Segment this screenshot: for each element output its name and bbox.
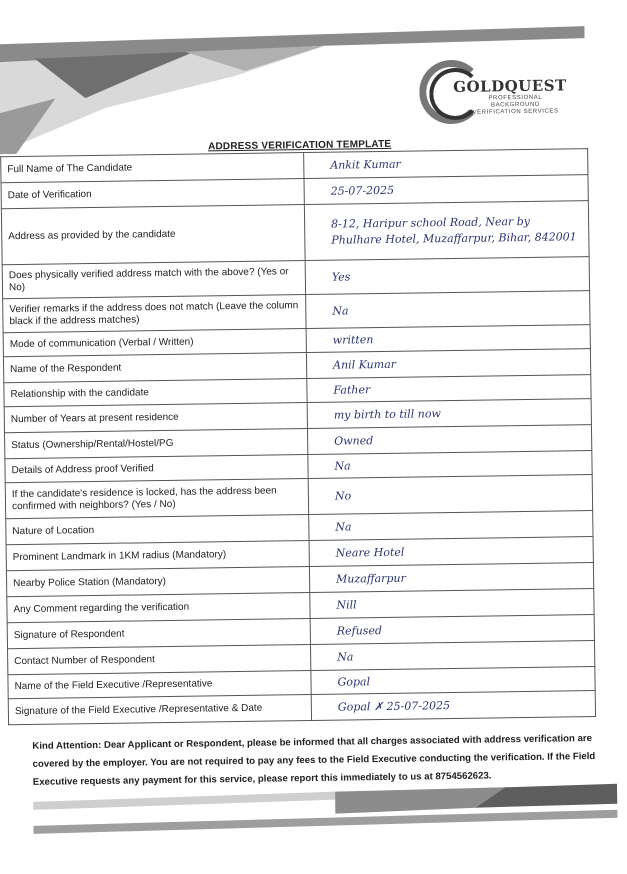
field-label: Signature of Respondent <box>7 619 310 649</box>
field-value: Gopal ✗ 25-07-2025 <box>311 691 595 721</box>
field-value: Ankit Kumar <box>304 149 588 179</box>
company-logo <box>419 58 570 130</box>
field-label: Status (Ownership/Rental/Hostel/PG <box>5 429 308 459</box>
logo-brand: GOLDQUEST <box>453 76 567 96</box>
field-value: Na <box>306 291 590 329</box>
field-label: Nature of Location <box>6 515 309 545</box>
field-value: my birth to till now <box>307 399 591 429</box>
field-value: Na <box>309 511 593 541</box>
field-value: Refused <box>310 615 594 645</box>
verification-table <box>0 148 596 725</box>
field-value: Na <box>308 451 592 479</box>
table-row <box>1 201 589 265</box>
notice-lead: Kind Attention: <box>32 739 102 752</box>
notice-text: Dear Applicant or Respondent, please be informed that all charges associated with address verification are covered by the employer. You are not required to pay any fees to the Field Executive conducting the verification. If the Field Executive requests any payment for this service, please report this immediately to us at 8754562623. <box>32 733 596 788</box>
field-label: Number of Years at present residence <box>4 403 307 433</box>
field-label: Signature of the Field Executive /Representative & Date <box>8 695 311 725</box>
field-value: Yes <box>305 257 589 295</box>
field-label: Relationship with the candidate <box>4 379 307 407</box>
field-label: Address as provided by the candidate <box>1 205 305 265</box>
field-value: written <box>306 325 590 353</box>
field-value: 25-07-2025 <box>304 175 588 205</box>
field-value: Na <box>310 641 594 671</box>
field-value: Muzaffarpur <box>309 563 593 593</box>
field-label: Details of Address proof Verified <box>5 455 308 483</box>
logo-tagline: PROFESSIONAL BACKGROUND VERIFICATION SERVICES <box>472 94 559 116</box>
field-value: Owned <box>307 425 591 455</box>
footer-graphic <box>5 776 627 874</box>
field-label: Does physically verified address match with the above? (Yes or No) <box>2 261 305 299</box>
field-label: Name of the Field Executive /Representative <box>8 671 311 699</box>
field-label: Any Comment regarding the verification <box>7 593 310 623</box>
field-label: Verifier remarks if the address does not match (Leave the column black if the address matches) <box>3 295 306 333</box>
field-value: Nill <box>310 589 594 619</box>
field-label: If the candidate's residence is locked, has the address been confirmed with neighbors? (Yes / No) <box>5 479 308 519</box>
field-label: Prominent Landmark in 1KM radius (Mandatory) <box>6 541 309 571</box>
field-label: Contact Number of Respondent <box>8 645 311 675</box>
field-label: Name of the Respondent <box>3 353 306 383</box>
field-value: Gopal <box>311 667 595 695</box>
field-value: Neare Hotel <box>309 537 593 567</box>
field-label: Mode of communication (Verbal / Written) <box>3 329 306 357</box>
document-title: ADDRESS VERIFICATION TEMPLATE <box>207 138 392 153</box>
field-value: Father <box>307 375 591 403</box>
field-label: Full Name of The Candidate <box>1 153 304 183</box>
field-value: 8-12, Haripur school Road, Near by Phulhare Hotel, Muzaffarpur, Bihar, 842001 <box>304 201 589 261</box>
field-value: No <box>308 475 592 515</box>
field-value: Anil Kumar <box>306 349 590 379</box>
field-label: Nearby Police Station (Mandatory) <box>6 567 309 597</box>
field-label: Date of Verification <box>1 179 304 209</box>
